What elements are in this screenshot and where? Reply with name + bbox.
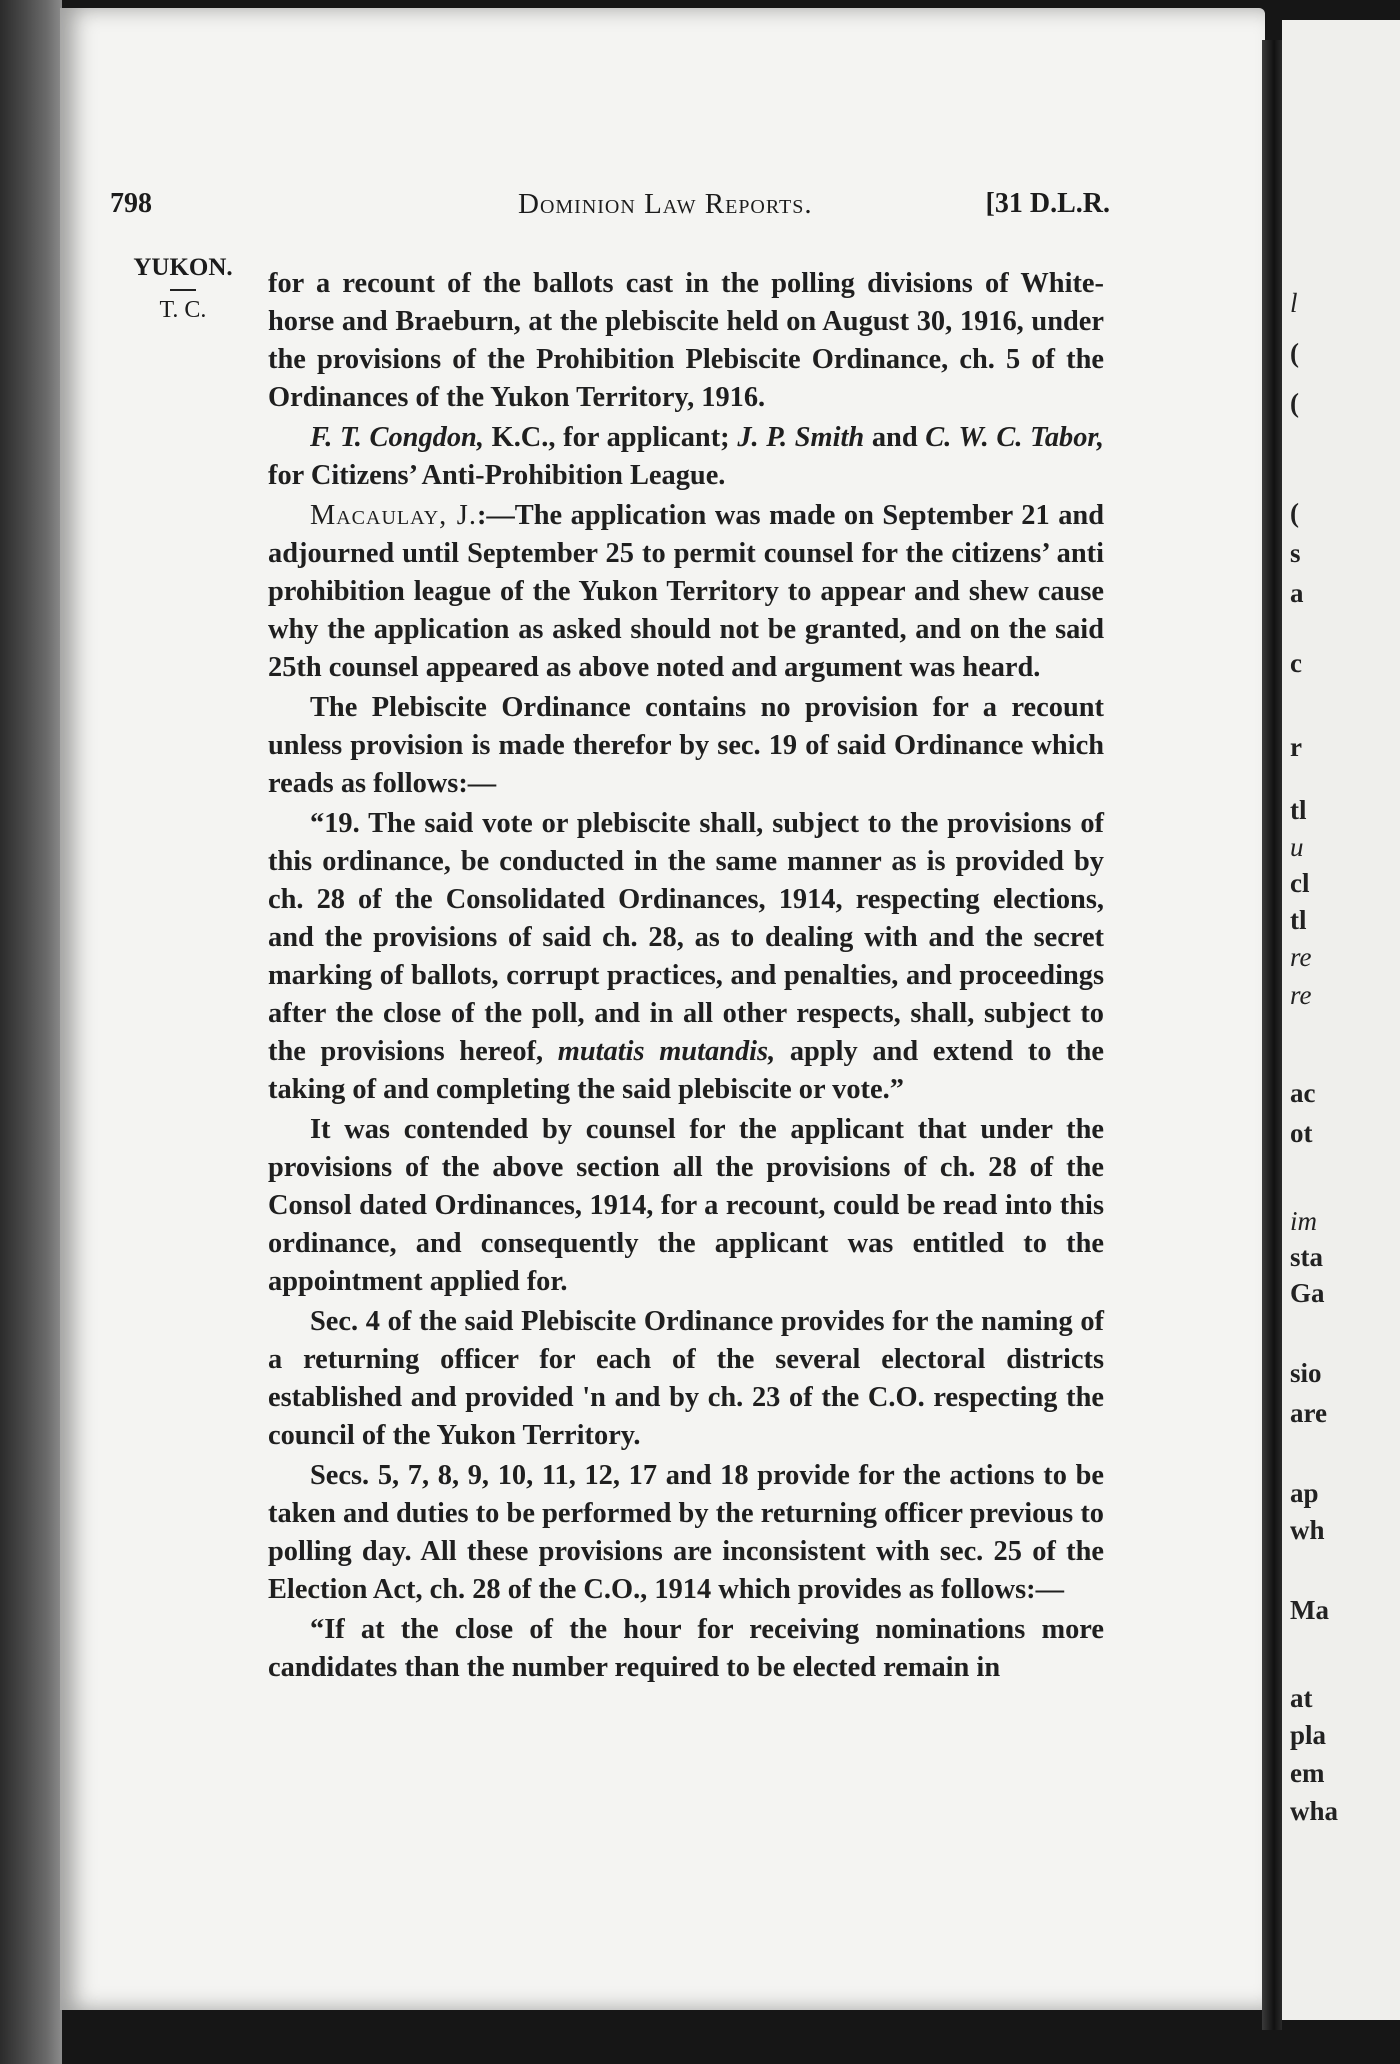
facing-page-fragment: tl [1290, 795, 1307, 825]
facing-page-fragment: a [1290, 578, 1304, 608]
facing-page-fragment: re [1290, 980, 1312, 1010]
page-gutter [1262, 40, 1282, 2030]
paragraph-election-act-quote: “If at the close of the hour for receiving nominations more candidates than the number required to be elected remain in [268, 1614, 1104, 1683]
facing-page-fragment: ( [1290, 388, 1299, 418]
judge-name: Macaulay, J. [310, 500, 477, 531]
margin-rule [170, 289, 196, 291]
counsel-name: C. W. C. Tabor, [925, 422, 1104, 453]
facing-page-fragment: sta [1290, 1242, 1323, 1272]
facing-page-fragment: cl [1290, 868, 1310, 898]
running-header [110, 188, 1110, 228]
counsel-text: for Citizens’ Anti-Prohibition League. [268, 460, 726, 491]
counsel-text: K.C., for applicant; [483, 422, 738, 453]
counsel-name: J. P. Smith [737, 422, 865, 453]
facing-page-fragment: u [1290, 832, 1304, 862]
facing-page-fragment: re [1290, 942, 1312, 972]
quote-text: “19. The said vote or plebiscite shall, subject to the provisions of this ordinance, be conducted in the same manner as is provided by ch. 28 of the Consolidated Ordinances, 1914, respecting elections, and the provisions of said ch. 28, as to dealing with and the secret marking of ballots, corrupt practices, and penalties, and proceedings after the close of the poll, and in all other respects, shall, subject to the provisions hereof, [268, 808, 1104, 1067]
paragraph-judgment-opening [268, 497, 1104, 687]
facing-page-fragment: pla [1290, 1720, 1327, 1750]
facing-page-fragment: r [1290, 732, 1302, 762]
facing-page-fragment: ot [1290, 1118, 1313, 1148]
facing-page-fragment: wh [1290, 1515, 1325, 1545]
paragraph-section-4: Sec. 4 of the said Plebiscite Ordinance provides for the naming of a returning officer for each of the several electoral districts established and provided 'n and by ch. 23 of the C.O. respecting the council of the Yukon Territory. [268, 1306, 1104, 1451]
facing-page-fragment: em [1290, 1758, 1325, 1788]
paragraph-sections-list: Secs. 5, 7, 8, 9, 10, 11, 12, 17 and 18 provide for the actions to be taken and duties to be performed by the returning officer previous to polling day. All these provisions are inconsistent with sec. 25 of the Election Act, ch. 28 of the C.O., 1914 which provides as follows:— [268, 1460, 1104, 1605]
facing-page-fragment: Ma [1290, 1595, 1329, 1625]
court-label: T. C. [159, 297, 207, 324]
facing-page-fragment: ( [1290, 498, 1299, 528]
volume-reference: [31 D.L.R. [985, 188, 1110, 219]
facing-page-fragment: ac [1290, 1078, 1316, 1108]
document-body [268, 265, 1104, 1689]
facing-page-fragment: ap [1290, 1478, 1319, 1508]
book-spine-shadow [0, 0, 62, 2064]
facing-page-fragment: are [1290, 1398, 1327, 1428]
paragraph-contention: It was contended by counsel for the applicant that under the provisions of the above section all the provisions of ch. 28 of the Consol dated Ordinances, 1914, for a recount, could be read into this ordinance, and consequently the applicant was entitled to the appointment applied for. [268, 1114, 1104, 1297]
facing-page-fragment: im [1290, 1206, 1317, 1236]
paragraph-section-19-quote [268, 805, 1104, 1109]
facing-page-fragment: s [1290, 538, 1301, 568]
facing-page-fragment: tl [1290, 905, 1307, 935]
facing-page-fragment: sio [1290, 1358, 1322, 1388]
paragraph-plebiscite-ordinance: The Plebiscite Ordinance contains no provision for a recount unless provision is made therefor by sec. 19 of said Ordinance which reads as follows:— [268, 692, 1104, 799]
facing-page-fragment: at [1290, 1683, 1313, 1713]
jurisdiction-label: YUKON. [133, 254, 233, 281]
judgment-text: :—The application was made on September 21 and adjourned until September 25 to permit counsel for the citizens’ anti prohibition league of the Yukon Territory to appear and shew cause why the application as asked should not be granted, and on the said 25th counsel appeared as above noted and argument was heard. [268, 500, 1104, 683]
counsel-text: and [864, 422, 926, 453]
running-title: Dominion Law Reports. [518, 188, 813, 220]
facing-page-fragment: wha [1290, 1796, 1339, 1826]
facing-page-fragment: Ga [1290, 1278, 1325, 1308]
paragraph-recount-application: for a recount of the ballots cast in the polling divisions of White-horse and Braeburn, at the plebiscite held on August 30, 1916, under the provisions of the Prohibition Plebiscite Ordinance, ch. 5 of the Ordinances of the Yukon Territory, 1916. [268, 268, 1104, 413]
page-number: 798 [110, 188, 152, 219]
facing-page-fragment: l [1290, 288, 1298, 318]
quote-text: apply and extend to the taking of and completing the said plebiscite or vote.” [268, 1036, 1105, 1105]
counsel-name: F. T. Congdon, [310, 422, 484, 453]
facing-page-fragment: ( [1290, 338, 1299, 368]
facing-page-edge [1282, 20, 1400, 2020]
facing-page-fragment: c [1290, 648, 1302, 678]
latin-phrase: mutatis mutandis, [557, 1036, 776, 1067]
paragraph-counsel [268, 419, 1104, 495]
margin-note [128, 252, 238, 325]
